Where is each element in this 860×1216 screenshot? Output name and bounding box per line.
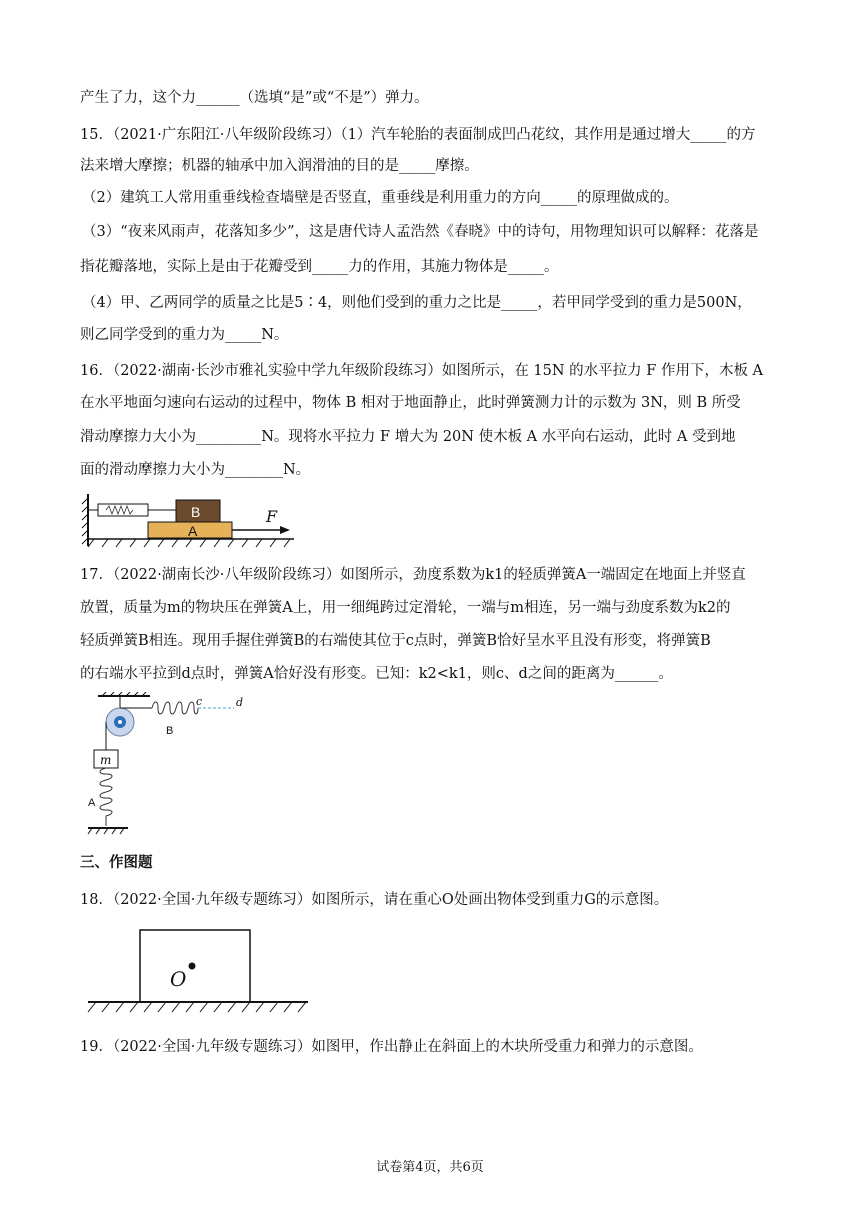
block-b-label: B [191, 504, 201, 520]
force-f-label: F [266, 507, 278, 526]
q15-part3-line-2: 指花瓣落地，实际上是由于花瓣受到_____力的作用，其施力物体是_____。 [80, 259, 559, 275]
section-heading: 三、作图题 [80, 855, 153, 871]
q15-line-2: 法来增大摩擦；机器的轴承中加入润滑油的目的是_____摩擦。 [80, 158, 479, 174]
q19-text: 19．（2022·全国·九年级专题练习）如图甲，作出静止在斜面上的木块所受重力和弹力的示意图。 [80, 1039, 703, 1055]
q15-part2: （2）建筑工人常用重垂线检查墙壁是否竖直，重垂线是利用重力的方向_____的原理做成的。 [82, 190, 679, 206]
point-c-label: c [196, 695, 203, 708]
q15-part4-line-2: 则乙同学受到的重力为_____N。 [80, 327, 289, 343]
center-o-label: O [170, 967, 187, 991]
page-footer: 试卷第4页，共6页 [376, 1160, 484, 1175]
board-a-label: A [188, 523, 198, 539]
q17-line-1: 17．（2022·湖南长沙·八年级阶段练习）如图所示，劲度系数为k1的轻质弹簧A一端固定在地面上并竖直 [80, 567, 746, 583]
q17-line-4: 的右端水平拉到d点时，弹簧A恰好没有形变。已知：k2<k1，则c、d之间的距离为______。 [80, 666, 673, 682]
q16-line-3: 滑动摩擦力大小为_________N。现将水平拉力 F 增大为 20N 使木板 A 水平向右运动，此时 A 受到地 [80, 429, 736, 445]
q17-figure [84, 692, 264, 842]
spring-b [152, 702, 198, 714]
q18-figure [84, 926, 314, 1018]
text-line-1: 产生了力，这个力______（选填“是”或“不是”）弹力。 [80, 90, 429, 106]
spring-a [100, 768, 112, 826]
q16-figure [80, 492, 300, 550]
spring-scale [88, 504, 176, 516]
mass-m-label: m [100, 753, 112, 767]
q16-line-1: 16．（2022·湖南·长沙市雅礼实验中学九年级阶段练习）如图所示，在 15N 的水平拉力 F 作用下，木板 A [80, 363, 764, 379]
center-of-gravity [189, 963, 196, 970]
q15-line-1: 15．（2021·广东阳江·八年级阶段练习）（1）汽车轮胎的表面制成凹凸花纹，其作用是通过增大_____的方 [80, 127, 756, 143]
q16-line-2: 在水平地面匀速向右运动的过程中，物体 B 相对于地面静止，此时弹簧测力计的示数为 3N，则 B 所受 [80, 395, 741, 411]
q17-line-2: 放置，质量为m的物块压在弹簧A上，用一细绳跨过定滑轮，一端与m相连，另一端与劲度系数为k2的 [80, 600, 731, 616]
q15-part4-line-1: （4）甲、乙两同学的质量之比是5∶4，则他们受到的重力之比是_____，若甲同学受到的重力是500N， [82, 295, 752, 311]
q18-text: 18．（2022·全国·九年级专题练习）如图所示，请在重心O处画出物体受到重力G的示意图。 [80, 892, 669, 908]
point-d-label: d [236, 696, 244, 709]
spring-a-label: A [88, 797, 96, 809]
q15-part3-line-1: （3）“夜来风雨声，花落知多少”，这是唐代诗人孟浩然《春晓》中的诗句，用物理知识可以解释：花落是 [82, 224, 759, 240]
q16-line-4: 面的滑动摩擦力大小为________N。 [80, 462, 311, 478]
q17-line-3: 轻质弹簧B相连。现用手握住弹簧B的右端使其位于c点时，弹簧B恰好呈水平且没有形变，将弹簧B [80, 633, 711, 649]
spring-b-label: B [166, 725, 174, 737]
